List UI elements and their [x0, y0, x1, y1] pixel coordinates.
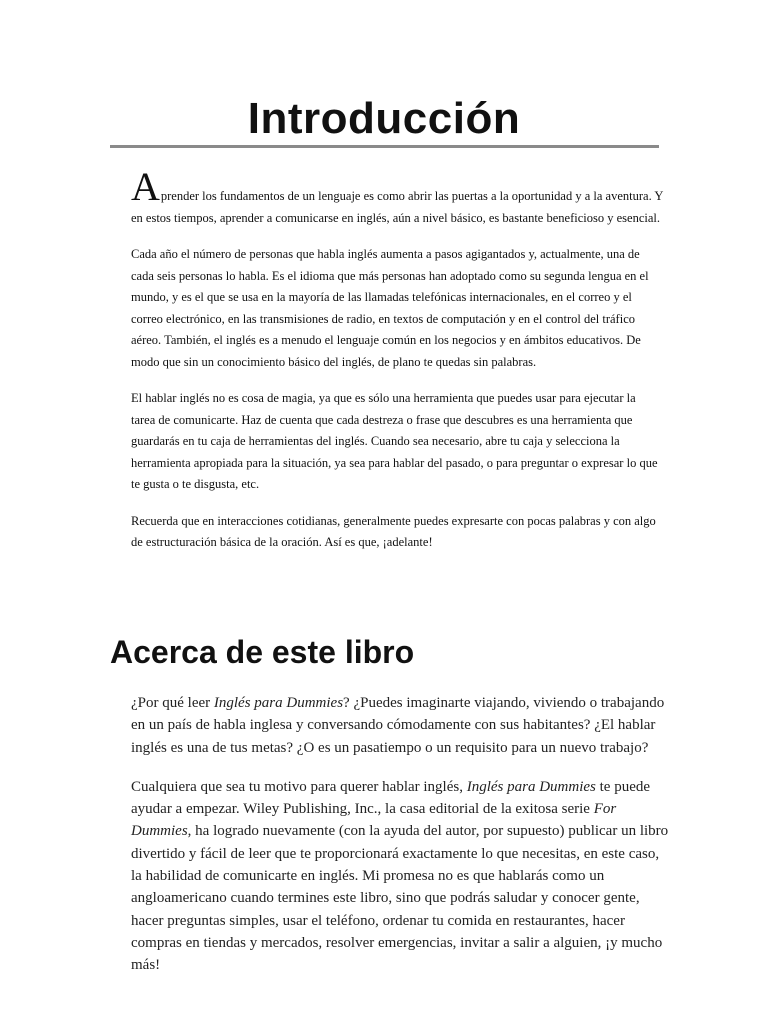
intro-paragraph-1 — [131, 164, 663, 229]
about-paragraph-1-text-a: ¿Por qué leer — [131, 695, 214, 711]
title-divider — [110, 145, 659, 148]
book-title-italic: Inglés para Dummies — [466, 778, 596, 795]
intro-paragraph-1-text: prender los fundamentos de un lenguaje es como abrir las puertas a la oportunidad y a la aventura. Y en estos tiempos, aprender a comunicarse en inglés, aún a nivel básico, es bastante beneficioso y esencial. — [131, 189, 663, 225]
book-title-italic: Inglés para Dummies — [213, 695, 344, 711]
introduction-body — [131, 164, 663, 569]
about-paragraph-2-text-a: Cualquiera que sea tu motivo para querer hablar inglés, — [131, 778, 467, 795]
about-paragraph-1-text-b: ? ¿Puedes imaginarte viajando, viviendo o trabajando en un país de habla inglesa y conversando cómodamente con sus habitantes? ¿El hablar inglés es una de tus metas? ¿O es un pasatiempo o un requisito para un nuevo trabajo? — [131, 695, 665, 756]
intro-paragraph-4: Recuerda que en interacciones cotidianas, generalmente puedes expresarte con pocas palabras y con algo de estructuración básica de la oración. Así es que, ¡adelante! — [131, 513, 656, 549]
series-title-italic: For Dummies — [131, 801, 617, 840]
about-book-body — [131, 692, 671, 994]
section-title: Acerca de este libro — [110, 634, 415, 670]
about-paragraph-2-text-c: , ha logrado nuevamente (con la ayuda del autor, por supuesto) publicar un libro divertido y fácil de leer que te proporcionará exactamente lo que necesitas, en este caso, la habilidad de comunicarte en inglés. Mi promesa no es que hablarás como un angloamericano cuando termines este libro, sino que podrás saludar y conocer gente, hacer preguntas simples, usar el teléfono, ordenar tu comida en restaurantes, hacer compras en tiendas y mercados, resolver emergencias, invitar a salir a alguien, ¡y mucho más! — [131, 823, 669, 974]
intro-paragraph-2: Cada año el número de personas que habla inglés aumenta a pasos agigantados y, actualmente, una de cada seis personas lo habla. Es el idioma que más personas han adoptado como su segunda lengua en el mundo, y es el que se usa en la mayoría de las llamadas telefónicas internacionales, en el correo y el correo electrónico, en las transmisiones de radio, en textos de computación y en el control del tráfico aéreo. También, el inglés es a menudo el lenguaje común en los negocios y en ámbitos educativos. De modo que sin un conocimiento básico del inglés, de plano te quedas sin palabras. — [131, 247, 649, 369]
drop-cap: A — [131, 164, 160, 209]
about-paragraph-1 — [131, 692, 671, 759]
chapter-title: Introducción — [247, 94, 521, 143]
about-paragraph-2 — [131, 776, 671, 977]
about-paragraph-2-text-b: te puede ayudar a empezar. Wiley Publishing, Inc., la casa editorial de la exitosa serie — [131, 778, 651, 818]
intro-paragraph-3: El hablar inglés no es cosa de magia, ya que es sólo una herramienta que puedes usar para ejecutar la tarea de comunicarte. Haz de cuenta que cada destreza o frase que descubres es una herramienta que guardarás en tu caja de herramientas del inglés. Cuando sea necesario, abre tu caja y selecciona la herramienta apropiada para la situación, ya sea para hablar del pasado, o para preguntar o expresar lo que te gusta o te disgusta, etc. — [131, 391, 658, 491]
